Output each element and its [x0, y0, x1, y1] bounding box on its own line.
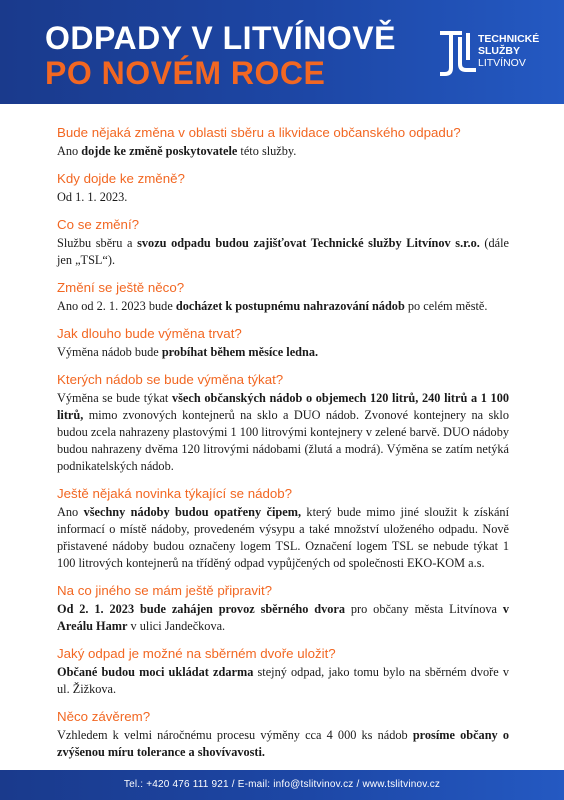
- answer-text: který bude mimo jiné sloužit k získání informací o místě nádoby, provedeném výsypu a také množství uloženého odpadu. Nově přistavené nádoby budou označeny logem TSL. Označení logem TSL se nebude týkat 1 100 litrových kontejnerů na tříděný odpad vypůjčených od společnosti EKO-KOM a.s.: [57, 505, 509, 570]
- answer-emphasis: Občané budou moci ukládat zdarma: [57, 665, 254, 679]
- faq-item: [57, 582, 509, 635]
- faq-item: [57, 279, 509, 315]
- faq-question: Jaký odpad je možné na sběrném dvoře uložit?: [57, 646, 336, 661]
- faq-list: [57, 124, 509, 771]
- faq-item: [57, 216, 509, 269]
- answer-text: Výměna se bude týkat: [57, 391, 172, 405]
- tsl-logo-icon: [440, 30, 476, 76]
- answer-text: po celém městě.: [404, 299, 488, 313]
- answer-text: Ano: [57, 505, 84, 519]
- faq-item: [57, 170, 509, 206]
- answer-emphasis: prosíme občany o zvýšenou míru tolerance a shovívavosti.: [57, 728, 509, 759]
- answer-text: pro občany města Litvínova: [345, 602, 503, 616]
- answer-text: Od 1. 1. 2023.: [57, 190, 128, 204]
- logo-text-line3: LITVÍNOV: [478, 57, 526, 69]
- faq-question: Kterých nádob se bude výměna týkat?: [57, 372, 284, 387]
- answer-emphasis: svozu odpadu budou zajišťovat Technické služby Litvínov s.r.o.: [137, 236, 480, 250]
- footer-contact: Tel.: +420 476 111 921 / E-mail: info@tslitvinov.cz / www.tslitvinov.cz: [123, 779, 441, 790]
- faq-question: Co se změní?: [57, 217, 140, 232]
- faq-question: Něco závěrem?: [57, 709, 151, 724]
- footer-bar: [0, 770, 564, 800]
- answer-text: stejný odpad, jako tomu bylo na sběrném dvoře v ul. Žižkova.: [57, 665, 510, 696]
- faq-answer: [57, 601, 509, 635]
- faq-item: [57, 325, 509, 361]
- faq-question: Na co jiného se mám ještě připravit?: [57, 583, 273, 598]
- page-subtitle: PO NOVÉM ROCE: [45, 55, 326, 91]
- answer-text: Ano od 2. 1. 2023 bude: [57, 299, 176, 313]
- faq-answer: [57, 664, 509, 698]
- answer-text: Vzhledem k velmi náročnému procesu výměny cca 4 000 ks nádob: [57, 728, 413, 742]
- answer-emphasis: všech občanských nádob o objemech 120 litrů, 240 litrů a 1 100 litrů,: [57, 391, 509, 422]
- faq-question: Změní se ještě něco?: [57, 280, 185, 295]
- faq-answer: [57, 344, 509, 361]
- answer-text: této služby.: [237, 144, 297, 158]
- answer-emphasis: docházet k postupnému nahrazování nádob: [175, 299, 405, 313]
- answer-emphasis: Od 2. 1. 2023 bude zahájen provoz sběrného dvora: [57, 602, 346, 616]
- faq-question: Ještě nějaká novinka týkající se nádob?: [57, 486, 293, 501]
- answer-emphasis: dojde ke změně poskytovatele: [81, 144, 238, 158]
- answer-text: Ano: [57, 144, 82, 158]
- answer-text: mimo zvonových kontejnerů na sklo a DUO nádob. Zvonové kontejnery na sklo budou zcela nahrazeny plastovými 1 100 litrovými kontejnery v zelené barvě. DUO nádoby budou nahrazeny dvěma 120 litrovými nádobami (žlutá a modrá). Výměna se zatím netýká podnikatelských nádob.: [57, 408, 509, 473]
- faq-item: [57, 124, 509, 160]
- faq-question: Jak dlouho bude výměna trvat?: [57, 326, 242, 341]
- logo-text-line1: TECHNICKÉ: [478, 33, 540, 45]
- header-banner: [0, 0, 564, 104]
- faq-item: [57, 645, 509, 698]
- faq-answer: [57, 143, 509, 160]
- faq-answer: [57, 727, 509, 761]
- answer-emphasis: všechny nádoby budou opatřeny čipem,: [83, 505, 302, 519]
- answer-emphasis: v Areálu Hamr: [57, 602, 509, 633]
- faq-answer: [57, 189, 509, 206]
- answer-text: v ulici Jandečkova.: [127, 619, 226, 633]
- logo-text-line2: SLUŽBY: [478, 45, 520, 57]
- faq-answer: [57, 504, 509, 572]
- answer-text: (dále jen „TSL“).: [57, 236, 509, 267]
- faq-answer: [57, 235, 509, 269]
- faq-item: [57, 485, 509, 572]
- answer-emphasis: probíhat během měsíce ledna.: [161, 345, 319, 359]
- faq-item: [57, 708, 509, 761]
- page-title: ODPADY V LITVÍNOVĚ: [45, 20, 396, 56]
- faq-answer: [57, 298, 509, 315]
- faq-question: Bude nějaká změna v oblasti sběru a likvidace občanského odpadu?: [57, 125, 461, 140]
- faq-answer: [57, 390, 509, 475]
- answer-text: Službu sběru a: [57, 236, 138, 250]
- faq-item: [57, 371, 509, 475]
- answer-text: Výměna nádob bude: [57, 345, 162, 359]
- faq-question: Kdy dojde ke změně?: [57, 171, 185, 186]
- tsl-logo: [440, 30, 550, 78]
